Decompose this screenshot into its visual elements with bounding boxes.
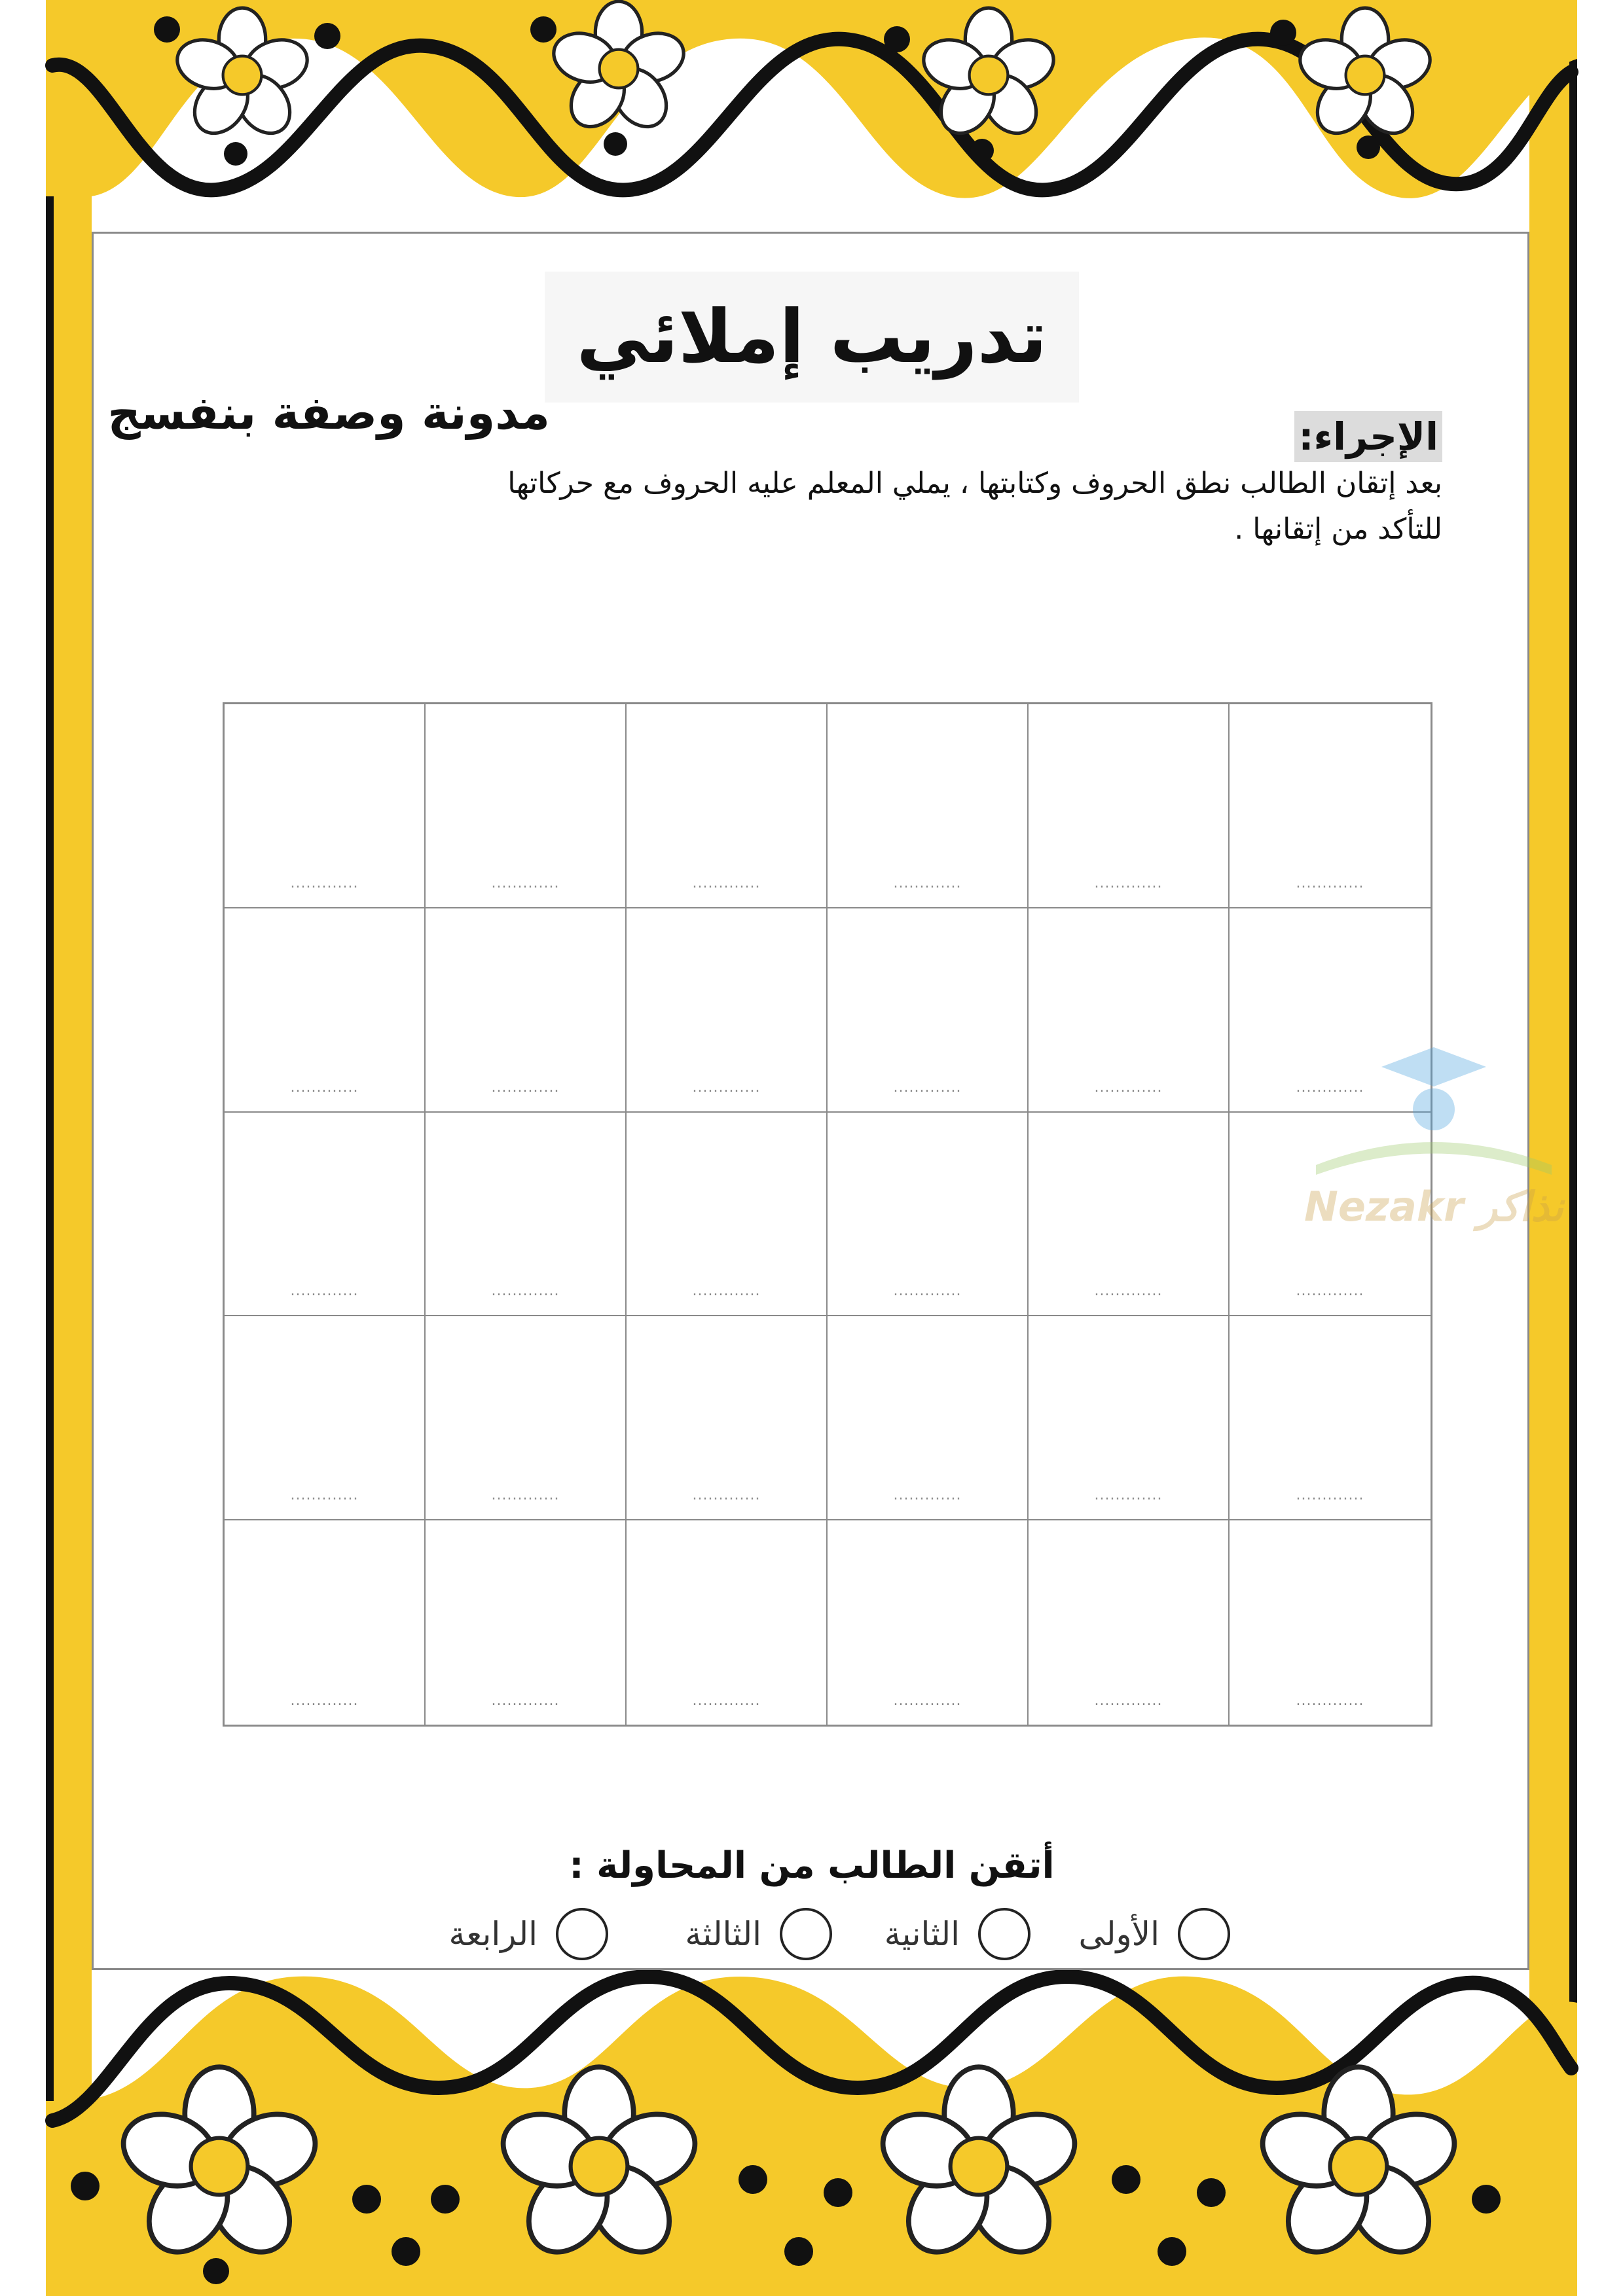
cell-dotted-line: .............: [1094, 874, 1163, 891]
grid-cell[interactable]: [1029, 704, 1230, 908]
grid-cell[interactable]: [1230, 1520, 1431, 1725]
cell-dotted-line: .............: [893, 1692, 962, 1709]
cell-dotted-line: .............: [290, 874, 359, 891]
cell-dotted-line: .............: [1094, 1692, 1163, 1709]
cell-dotted-line: .............: [290, 1487, 359, 1504]
cell-dotted-line: .............: [692, 1283, 761, 1300]
grid-cell[interactable]: [828, 704, 1029, 908]
student-head-icon: [1413, 1088, 1455, 1130]
grid-cell[interactable]: [627, 1316, 828, 1520]
watermark-logo: [1296, 1041, 1571, 1237]
cell-dotted-line: .............: [692, 1692, 761, 1709]
grid-cell[interactable]: [828, 908, 1029, 1113]
cell-dotted-line: .............: [1296, 1079, 1364, 1096]
writing-grid: [223, 702, 1432, 1727]
cell-dotted-line: .............: [290, 1283, 359, 1300]
cell-dotted-line: .............: [893, 1487, 962, 1504]
grid-cell[interactable]: [225, 1520, 426, 1725]
grid-cell[interactable]: [1230, 1316, 1431, 1520]
grid-cell[interactable]: [1029, 1113, 1230, 1317]
procedure-label: الإجراء:: [1294, 411, 1442, 462]
grid-cell[interactable]: [627, 1113, 828, 1317]
cell-dotted-line: .............: [692, 874, 761, 891]
grid-cell[interactable]: [1230, 704, 1431, 908]
cell-dotted-line: .............: [692, 1487, 761, 1504]
option-first[interactable]: [1079, 1908, 1230, 1960]
radio-second[interactable]: [978, 1908, 1030, 1960]
procedure-line-1: بعد إتقان الطالب نطق الحروف وكتابتها ، يملي المعلم عليه الحروف مع حركاتها: [507, 467, 1442, 500]
grid-cell[interactable]: [426, 908, 627, 1113]
option-third-label: الثالثة: [685, 1915, 761, 1953]
grid-cell[interactable]: [426, 704, 627, 908]
credit-text: مدونة وصفة بنفسج: [107, 386, 550, 440]
grid-cell[interactable]: [828, 1113, 1029, 1317]
grid-cell[interactable]: [1029, 1316, 1230, 1520]
open-book-icon: [1316, 1142, 1552, 1175]
grid-cell[interactable]: [225, 908, 426, 1113]
radio-first[interactable]: [1178, 1908, 1230, 1960]
grid-cell[interactable]: [426, 1520, 627, 1725]
option-first-label: الأولى: [1078, 1915, 1159, 1953]
cell-dotted-line: .............: [1094, 1079, 1163, 1096]
cell-dotted-line: .............: [290, 1692, 359, 1709]
cell-dotted-line: .............: [491, 874, 560, 891]
grid-cell[interactable]: [426, 1316, 627, 1520]
option-second-label: الثانية: [884, 1915, 960, 1953]
cell-dotted-line: .............: [1094, 1283, 1163, 1300]
cell-dotted-line: .............: [290, 1079, 359, 1096]
graduation-cap-icon: [1381, 1047, 1486, 1086]
grid-cell[interactable]: [426, 1113, 627, 1317]
radio-third[interactable]: [780, 1908, 832, 1960]
cell-dotted-line: .............: [893, 1283, 962, 1300]
cell-dotted-line: .............: [893, 874, 962, 891]
cell-dotted-line: .............: [1296, 1283, 1364, 1300]
grid-cell[interactable]: [1029, 1520, 1230, 1725]
grid-cell[interactable]: [828, 1520, 1029, 1725]
grid-cell[interactable]: [225, 1113, 426, 1317]
left-border-edge: [46, 0, 54, 2296]
grid-cell[interactable]: [225, 1316, 426, 1520]
watermark-text: Nezakr نذاكر: [1304, 1183, 1564, 1230]
cell-dotted-line: .............: [491, 1283, 560, 1300]
grid-cell[interactable]: [828, 1316, 1029, 1520]
option-fourth[interactable]: [449, 1908, 608, 1960]
cell-dotted-line: .............: [893, 1079, 962, 1096]
cell-dotted-line: .............: [491, 1079, 560, 1096]
cell-dotted-line: .............: [692, 1079, 761, 1096]
cell-dotted-line: .............: [1094, 1487, 1163, 1504]
option-second[interactable]: [884, 1908, 1030, 1960]
radio-fourth[interactable]: [556, 1908, 608, 1960]
procedure-line-2: للتأكد من إتقانها .: [1234, 512, 1442, 546]
grid-cell[interactable]: [627, 908, 828, 1113]
cell-dotted-line: .............: [1296, 874, 1364, 891]
cell-dotted-line: .............: [1296, 1487, 1364, 1504]
cell-dotted-line: .............: [491, 1487, 560, 1504]
grid-cell[interactable]: [627, 704, 828, 908]
option-third[interactable]: [685, 1908, 832, 1960]
page-title: تدريب إملائي: [576, 295, 1048, 380]
mastery-question: أتقن الطالب من المحاولة :: [569, 1844, 1055, 1887]
cell-dotted-line: .............: [491, 1692, 560, 1709]
grid-cell[interactable]: [627, 1520, 828, 1725]
grid-cell[interactable]: [1029, 908, 1230, 1113]
option-fourth-label: الرابعة: [448, 1915, 538, 1953]
grid-cell[interactable]: [225, 704, 426, 908]
cell-dotted-line: .............: [1296, 1692, 1364, 1709]
